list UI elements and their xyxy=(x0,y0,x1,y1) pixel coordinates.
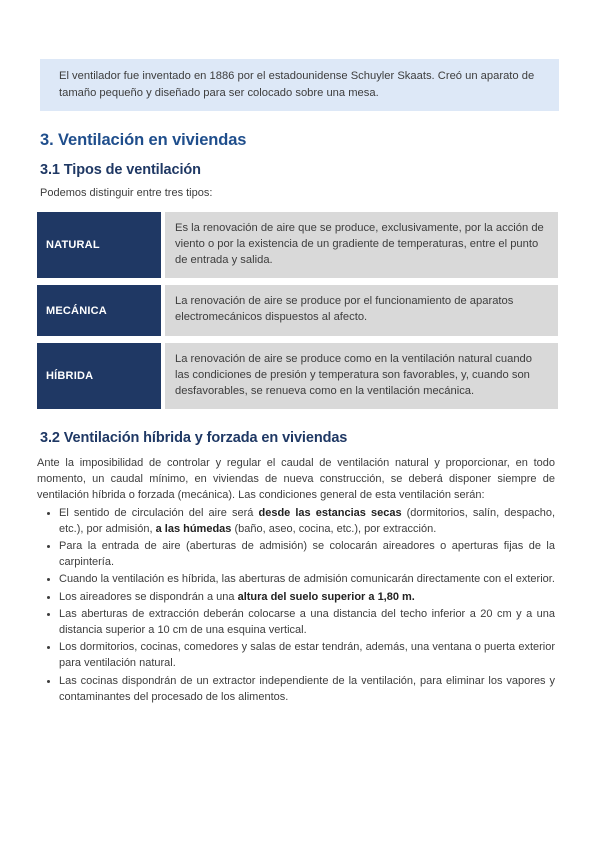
type-row-hibrida xyxy=(37,343,558,409)
list-text: El sentido de circulación del aire será xyxy=(59,506,259,519)
list-text: (baño, aseo, cocina, etc.), por extracción. xyxy=(231,522,437,535)
list-bold-text: altura del suelo superior a 1,80 m. xyxy=(237,590,415,603)
type-label: NATURAL xyxy=(37,212,161,278)
list-bold-text: desde las estancias secas xyxy=(258,506,402,519)
body-paragraph: Ante la imposibilidad de controlar y regular el caudal de ventilación natural y proporcionar, en todo momento, un caudal mínimo, en viviendas de nueva construcción, se deberá disponer siempre de ventilación híbrida o forzada (mecánica). Las condiciones general de esta ventilación serán: xyxy=(37,457,555,502)
list-bold-text: a las húmedas xyxy=(155,522,232,535)
list-text: (dormitorios, salín, despacho, etc.), por admisión, xyxy=(59,506,555,535)
info-note: El ventilador fue inventado en 1886 por el estadounidense Schuyler Skaats. Creó un aparato de tamaño pequeño y diseñado para ser colocado sobre una mesa. xyxy=(40,59,559,111)
list-item xyxy=(59,505,555,537)
type-label: HÍBRIDA xyxy=(37,343,161,409)
list-item: • Los dormitorios, cocinas, comedores y salas de estar tendrán, además, una ventana o puerta exterior para ventilación natural. xyxy=(59,639,555,671)
intro-text: Podemos distinguir entre tres tipos: xyxy=(40,187,213,199)
type-label: MECÁNICA xyxy=(37,285,161,336)
type-description: La renovación de aire se produce por el funcionamiento de aparatos electromecánicos dispuestos al afecto. xyxy=(165,285,558,336)
type-row-natural xyxy=(37,212,558,278)
list-item: • Cuando la ventilación es híbrida, las aberturas de admisión comunicarán directamente con el exterior. xyxy=(59,571,555,587)
subsection-title-tipos: 3.1 Tipos de ventilación xyxy=(40,162,201,178)
list-item: • Para la entrada de aire (aberturas de admisión) se colocarán aireadores o aperturas fijas de la carpintería. xyxy=(59,538,555,570)
type-row-mecanica xyxy=(37,285,558,336)
list-item: • Las cocinas dispondrán de un extractor independiente de la ventilación, para eliminar los vapores y contaminantes del procesado de los alimentos. xyxy=(59,673,555,705)
type-description: La renovación de aire se produce como en la ventilación natural cuando las condiciones de presión y temperatura son favorables, y, cuando son desfavorables, se renueva como en la ventilación mecánica. xyxy=(165,343,558,409)
ventilation-types-table xyxy=(37,212,558,416)
subsection-body xyxy=(37,455,555,706)
section-title: 3. Ventilación en viviendas xyxy=(40,131,247,149)
list-item: • Las aberturas de extracción deberán colocarse a una distancia del techo inferior a 20 cm y a una distancia superior a 10 cm de una esquina vertical. xyxy=(59,606,555,638)
subsection-title-hibrida: 3.2 Ventilación híbrida y forzada en viviendas xyxy=(40,430,348,446)
type-description: Es la renovación de aire que se produce, exclusivamente, por la acción de viento o por la existencia de un gradiente de temperaturas, entre el punto de entrada y salida. xyxy=(165,212,558,278)
conditions-list xyxy=(37,505,555,705)
list-item xyxy=(59,589,555,605)
list-text: Los aireadores se dispondrán a una xyxy=(59,590,238,603)
